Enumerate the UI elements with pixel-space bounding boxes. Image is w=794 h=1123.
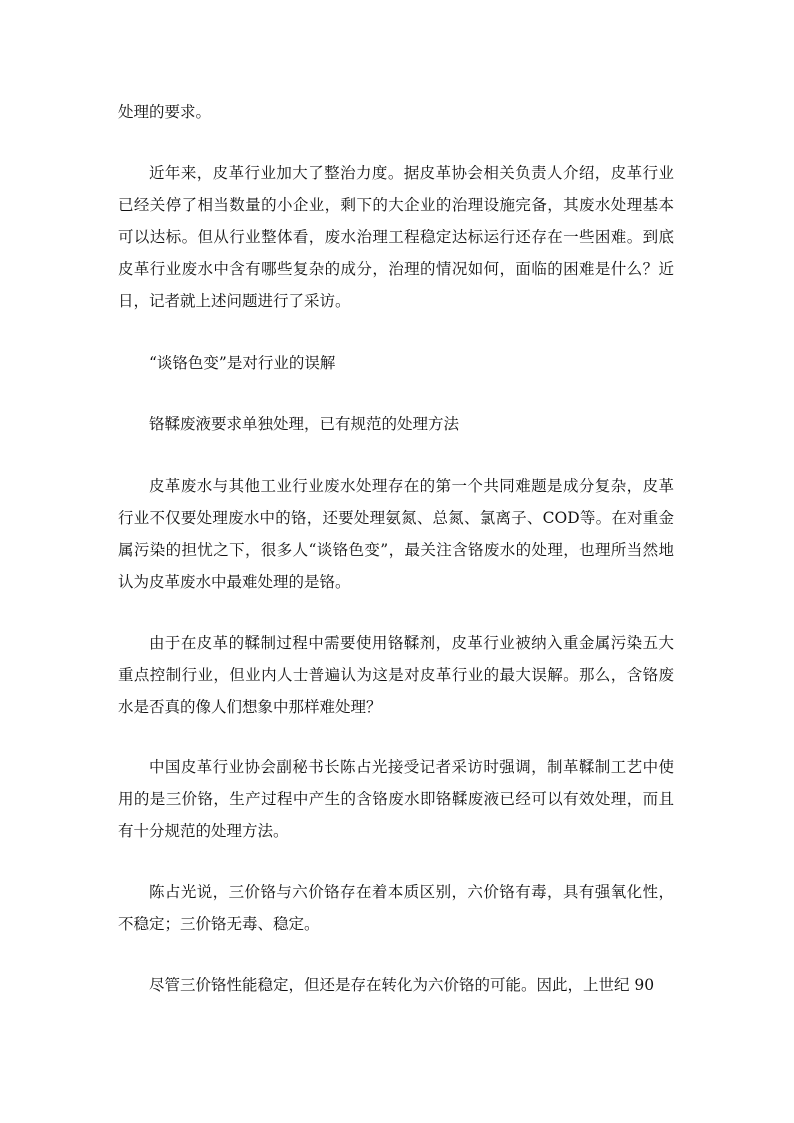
section-heading-1: “谈铬色变”是对行业的误解 — [149, 354, 336, 372]
paragraph-continuation: 处理的要求。 — [118, 103, 212, 121]
paragraph-intro: 近年来，皮革行业加大了整治力度。据皮革协会相关负责人介绍，皮革行业已经关停了相当数量的小企业，剩下的大企业的治理设施完备，其废水处理基本可以达标。但从行业整体看，废水治理工程稳定达标运行还存在一些困难。到底皮革行业废水中含有哪些复杂的成分，治理的情况如何，面临的困难是什么？近日，记者就上述问题进行了采访。 — [118, 164, 674, 310]
paragraph-body-2: 由于在皮革的鞣制过程中需要使用铬鞣剂，皮革行业被纳入重金属污染五大重点控制行业，但业内人士普遍认为这是对皮革行业的最大误解。那么，含铬废水是否真的像人们想象中那样难处理？ — [118, 634, 674, 716]
paragraph-body-3: 中国皮革行业协会副秘书长陈占光接受记者采访时强调，制革鞣制工艺中使用的是三价铬，生产过程中产生的含铬废水即铬鞣废液已经可以有效处理，而且有十分规范的处理方法。 — [118, 758, 674, 840]
paragraph-body-4: 陈占光说，三价铬与六价铬存在着本质区别，六价铬有毒，具有强氧化性，不稳定；三价铬无毒、稳定。 — [118, 883, 674, 933]
section-heading-2: 铬鞣废液要求单独处理，已有规范的处理方法 — [149, 415, 460, 433]
paragraph-body-5: 尽管三价铬性能稳定，但还是存在转化为六价铬的可能。因此，上世纪 90 — [149, 976, 655, 994]
paragraph-body-1: 皮革废水与其他工业行业废水处理存在的第一个共同难题是成分复杂，皮革行业不仅要处理废水中的铬，还要处理氨氮、总氮、氯离子、COD等。在对重金属污染的担忧之下，很多人“谈铬色变”，最关注含铬废水的处理，也理所当然地认为皮革废水中最难处理的是铬。 — [118, 477, 674, 591]
